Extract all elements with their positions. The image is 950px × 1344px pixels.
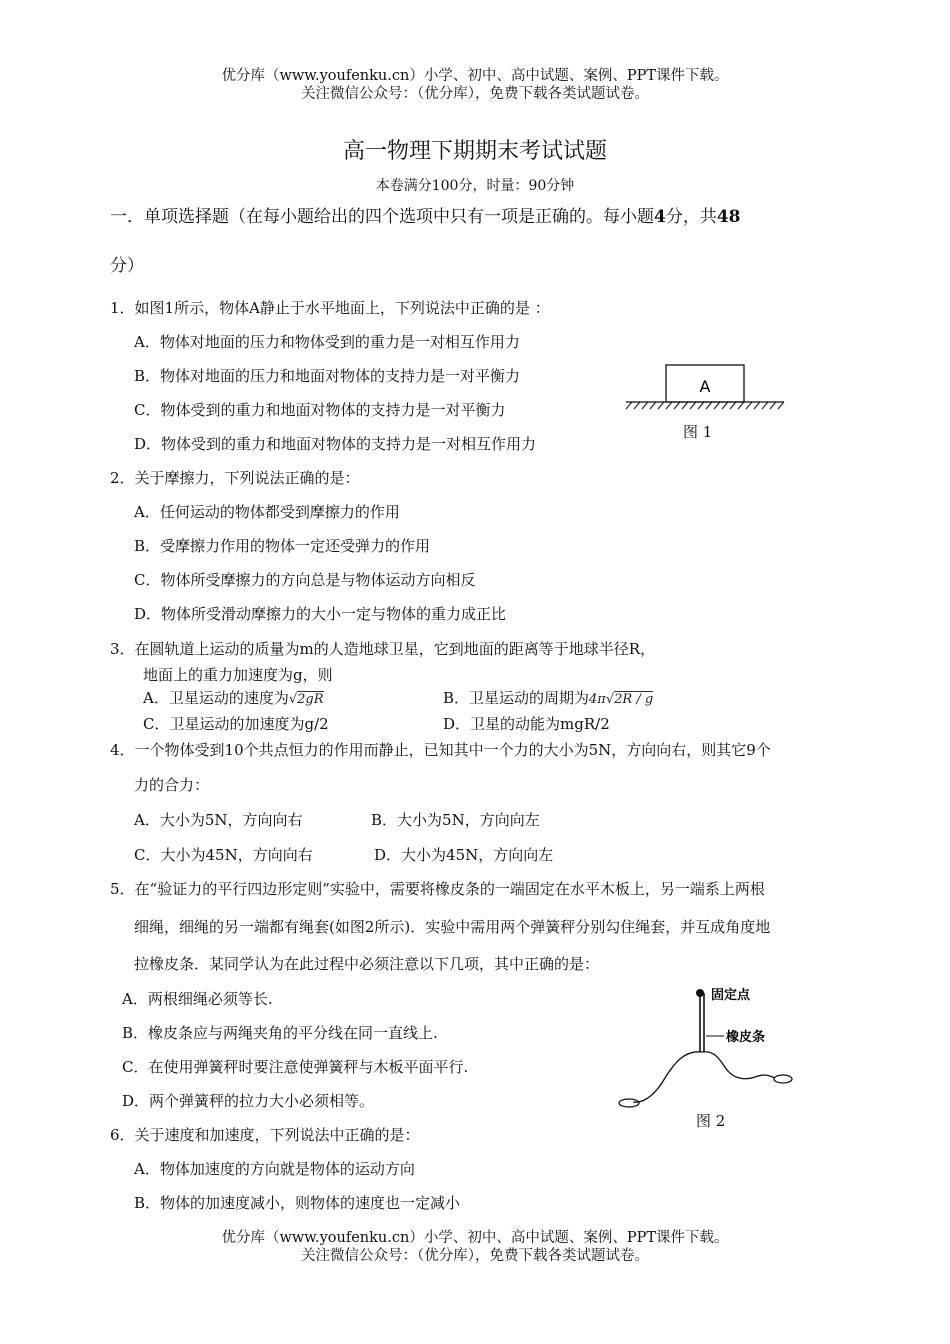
question-5-option-a: A．两根细绳必须等长. <box>122 990 273 1008</box>
question-4-stem-line-1: 4．一个物体受到10个共点恒力的作用而静止，已知其中一个力的大小为5N，方向向右，则其它9个 <box>110 741 771 759</box>
question-2-option-a: A．任何运动的物体都受到摩擦力的作用 <box>134 503 400 521</box>
question-2-stem: 2．关于摩擦力，下列说法正确的是： <box>110 469 360 487</box>
question-1-option-b: B．物体对地面的压力和地面对物体的支持力是一对平衡力 <box>134 367 521 385</box>
section-heading-end: 分） <box>110 256 144 276</box>
figure-2-label-fixed-point: 固定点 <box>711 988 751 1003</box>
figure-1-block-label: A <box>699 377 711 396</box>
question-1-stem: 1．如图1所示，物体A静止于水平地面上，下列说法中正确的是 ： <box>110 299 550 317</box>
question-5-stem-line-1: 5．在“验证力的平行四边形定则”实验中，需要将橡皮条的一端固定在水平木板上，另一端系上两根 <box>110 880 765 898</box>
question-4-option-d: D．大小为45N，方向向左 <box>374 846 554 864</box>
section-points-each: 4 <box>654 207 666 227</box>
section-heading <box>110 202 741 227</box>
question-5-option-d: D．两个弹簧秤的拉力大小必须相等。 <box>122 1092 375 1110</box>
question-1-option-d: D．物体受到的重力和地面对物体的支持力是一对相互作用力 <box>134 435 537 453</box>
figure-2-diagram <box>615 980 805 1110</box>
question-6-stem: 6．关于速度和加速度，下列说法中正确的是： <box>110 1126 420 1144</box>
question-2-option-d: D．物体所受滑动摩擦力的大小一定与物体的重力成正比 <box>134 605 507 623</box>
header-line-2: 关注微信公众号：（优分库），免费下载各类试题试卷。 <box>301 86 649 102</box>
question-4-option-b: B．大小为5N，方向向左 <box>371 811 540 829</box>
period-formula: 4π√2R / g <box>589 692 654 707</box>
question-5-stem-line-3: 拉橡皮条．某同学认为在此过程中必须注意以下几项，其中正确的是： <box>134 955 600 973</box>
sqrt-2gR-formula: √2gR <box>288 692 324 707</box>
section-heading-a: 一．单项选择题（在每小题给出的四个选项中只有一项是正确的。每小题 <box>110 207 654 227</box>
question-5-stem-line-2: 细绳，细绳的另一端都有绳套(如图2所示)．实验中需用两个弹簧秤分别勾住绳套，并互成角度地 <box>134 918 771 936</box>
question-6-option-b: B．物体的加速度减小，则物体的速度也一定减小 <box>134 1194 461 1212</box>
figure-2-string-right <box>702 1052 775 1079</box>
question-2-option-b: B．受摩擦力作用的物体一定还受弹力的作用 <box>134 537 431 555</box>
figure-1-caption: 图 1 <box>683 423 713 441</box>
exam-subtitle: 本卷满分100分，时量：90分钟 <box>375 178 575 194</box>
question-3-option-b <box>443 687 653 708</box>
question-3-stem-line-1: 3．在圆轨道上运动的质量为m的人造地球卫星，它到地面的距离等于地球半径R， <box>110 640 656 658</box>
figure-1-diagram <box>620 358 790 418</box>
section-points-total: 48 <box>716 207 741 227</box>
question-3-stem-line-2: 地面上的重力加速度为g，则 <box>143 666 333 684</box>
figure-1-ground-hatching <box>626 402 784 409</box>
question-3-option-b-text: B．卫星运动的周期为 <box>443 689 590 707</box>
question-5-option-c: C．在使用弹簧秤时要注意使弹簧秤与木板平面平行. <box>122 1058 469 1076</box>
figure-2-caption: 图 2 <box>696 1112 726 1130</box>
question-2-option-c: C．物体所受摩擦力的方向总是与物体运动方向相反 <box>134 571 476 589</box>
figure-2-loop-right <box>774 1075 792 1083</box>
question-1-option-a: A．物体对地面的压力和物体受到的重力是一对相互作用力 <box>134 333 520 351</box>
exam-title: 高一物理下期期末考试试题 <box>342 139 607 164</box>
question-4-option-a: A．大小为5N，方向向右 <box>134 811 303 829</box>
question-4-option-c: C．大小为45N，方向向右 <box>134 846 313 864</box>
question-4-stem-line-2: 力的合力： <box>134 776 210 794</box>
header-line-1: 优分库（www.youfenku.cn）小学、初中、高中试题、案例、PPT课件下载。 <box>221 68 729 84</box>
question-5-option-b: B．橡皮条应与两绳夹角的平分线在同一直线上. <box>122 1024 438 1042</box>
question-3-option-c: C．卫星运动的加速度为g/2 <box>143 715 329 733</box>
question-6-option-a: A．物体加速度的方向就是物体的运动方向 <box>134 1160 415 1178</box>
figure-2-string-left <box>633 1052 702 1102</box>
question-3-option-d: D．卫星的动能为mgR/2 <box>443 715 610 733</box>
question-3-option-a-text: A．卫星运动的速度为 <box>143 689 289 707</box>
footer-line-1: 优分库（www.youfenku.cn）小学、初中、高中试题、案例、PPT课件下载。 <box>221 1230 729 1246</box>
figure-2-label-rubber-band: 橡皮条 <box>726 1030 766 1045</box>
question-1-option-c: C．物体受到的重力和地面对物体的支持力是一对平衡力 <box>134 401 506 419</box>
question-3-option-a <box>143 687 324 708</box>
figure-2-loop-left <box>619 1099 639 1107</box>
footer-line-2: 关注微信公众号：（优分库），免费下载各类试题试卷。 <box>301 1248 649 1264</box>
section-heading-b: 分，共 <box>665 207 717 227</box>
